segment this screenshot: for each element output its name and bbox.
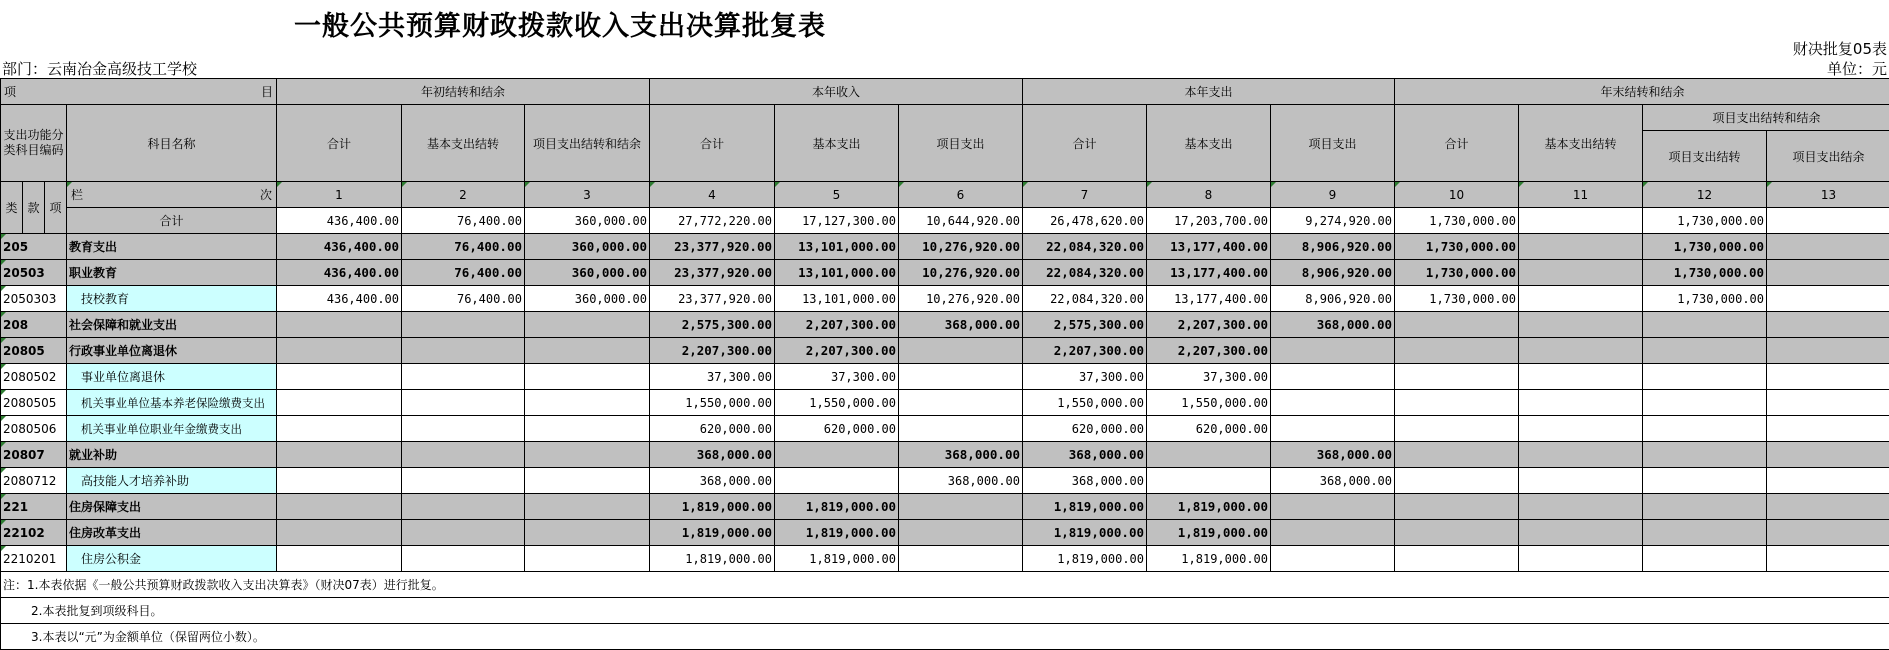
row-value: 37,300.00 (1147, 364, 1271, 390)
header-xiang-mu (1, 79, 277, 105)
row-value: 76,400.00 (402, 234, 525, 260)
row-name: 社会保障和就业支出 (67, 312, 277, 338)
row-value (402, 442, 525, 468)
col-num-4: 4 (650, 182, 775, 208)
header-col-8: 基本支出 (1147, 105, 1271, 182)
row-value: 2,207,300.00 (775, 312, 899, 338)
row-value: 1,819,000.00 (650, 494, 775, 520)
row-value: 436,400.00 (277, 286, 402, 312)
row-value: 360,000.00 (525, 286, 650, 312)
department-label: 部门：云南冶金高级技工学校 (2, 60, 198, 78)
table-row (1, 286, 1889, 312)
row-value: 2,207,300.00 (1147, 338, 1271, 364)
row-value (1519, 286, 1643, 312)
col-num-3: 3 (525, 182, 650, 208)
row-value (1519, 234, 1643, 260)
header-col-7: 合计 (1023, 105, 1147, 182)
row-name: 机关事业单位基本养老保险缴费支出 (67, 390, 277, 416)
row-value: 620,000.00 (1023, 416, 1147, 442)
row-value (525, 390, 650, 416)
table-row (1, 364, 1889, 390)
row-value (1767, 468, 1889, 494)
row-value (1519, 494, 1643, 520)
row-value (525, 416, 650, 442)
row-value (1643, 390, 1767, 416)
row-value (899, 364, 1023, 390)
row-value (402, 546, 525, 572)
row-value: 360,000.00 (525, 260, 650, 286)
row-value (1643, 494, 1767, 520)
row-value: 13,177,400.00 (1147, 234, 1271, 260)
row-value (1767, 546, 1889, 572)
total-value: 1,730,000.00 (1643, 208, 1767, 234)
row-value: 1,819,000.00 (650, 520, 775, 546)
row-code: 2050303 (1, 286, 67, 312)
row-value: 1,550,000.00 (1023, 390, 1147, 416)
row-value (1519, 520, 1643, 546)
header-col-3: 项目支出结转和结余 (525, 105, 650, 182)
row-code: 208 (1, 312, 67, 338)
row-value (525, 364, 650, 390)
row-value: 2,207,300.00 (650, 338, 775, 364)
row-value: 13,101,000.00 (775, 234, 899, 260)
total-value: 10,644,920.00 (899, 208, 1023, 234)
note-row (1, 572, 1889, 598)
row-value: 1,819,000.00 (1147, 494, 1271, 520)
row-value: 37,300.00 (650, 364, 775, 390)
note-row (1, 598, 1889, 624)
table-row (1, 520, 1889, 546)
row-value: 1,730,000.00 (1395, 260, 1519, 286)
row-name: 就业补助 (67, 442, 277, 468)
row-value: 1,730,000.00 (1643, 286, 1767, 312)
row-value: 1,819,000.00 (1147, 546, 1271, 572)
row-value: 1,730,000.00 (1395, 234, 1519, 260)
row-name: 住房改革支出 (67, 520, 277, 546)
row-value (1767, 520, 1889, 546)
row-value (1767, 260, 1889, 286)
row-value (1643, 520, 1767, 546)
row-value: 37,300.00 (1023, 364, 1147, 390)
row-value (1643, 312, 1767, 338)
row-value (525, 520, 650, 546)
row-code: 221 (1, 494, 67, 520)
row-value (1519, 390, 1643, 416)
row-value (1147, 442, 1271, 468)
row-value: 1,819,000.00 (775, 520, 899, 546)
header-col-6: 项目支出 (899, 105, 1023, 182)
row-value: 368,000.00 (1271, 312, 1395, 338)
note-row (1, 624, 1889, 650)
row-code: 20503 (1, 260, 67, 286)
row-value: 22,084,320.00 (1023, 286, 1147, 312)
row-value (402, 416, 525, 442)
row-value: 620,000.00 (775, 416, 899, 442)
row-value (899, 546, 1023, 572)
total-value: 17,203,700.00 (1147, 208, 1271, 234)
row-value (1643, 338, 1767, 364)
row-value (277, 390, 402, 416)
table-row (1, 468, 1889, 494)
row-value: 1,819,000.00 (775, 546, 899, 572)
table-row (1, 338, 1889, 364)
row-name: 住房公积金 (67, 546, 277, 572)
row-value (899, 520, 1023, 546)
row-value (1395, 390, 1519, 416)
row-value: 22,084,320.00 (1023, 260, 1147, 286)
row-value (525, 338, 650, 364)
row-code: 20807 (1, 442, 67, 468)
row-value: 23,377,920.00 (650, 260, 775, 286)
row-value (1271, 338, 1395, 364)
row-value (277, 338, 402, 364)
row-value (1519, 260, 1643, 286)
row-value: 10,276,920.00 (899, 286, 1023, 312)
row-value: 1,550,000.00 (1147, 390, 1271, 416)
row-value (899, 338, 1023, 364)
row-value (1271, 364, 1395, 390)
row-value: 1,730,000.00 (1643, 234, 1767, 260)
row-value: 436,400.00 (277, 260, 402, 286)
header-col-4: 合计 (650, 105, 775, 182)
row-value (525, 442, 650, 468)
row-value: 360,000.00 (525, 234, 650, 260)
header-col-9: 项目支出 (1271, 105, 1395, 182)
total-row (1, 208, 1889, 234)
row-code: 22102 (1, 520, 67, 546)
row-value (1519, 442, 1643, 468)
total-value: 360,000.00 (525, 208, 650, 234)
row-value: 1,819,000.00 (1023, 494, 1147, 520)
row-value (1147, 468, 1271, 494)
row-value (277, 546, 402, 572)
header-group-end: 年末结转和结余 (1395, 79, 1889, 105)
row-value (1767, 494, 1889, 520)
row-code: 2210201 (1, 546, 67, 572)
row-code: 2080506 (1, 416, 67, 442)
row-value (525, 312, 650, 338)
row-value (1643, 364, 1767, 390)
row-value: 13,177,400.00 (1147, 286, 1271, 312)
total-value: 9,274,920.00 (1271, 208, 1395, 234)
header-col-11: 基本支出结转 (1519, 105, 1643, 182)
header-row-nums (1, 182, 1889, 208)
header-group-income: 本年收入 (650, 79, 1023, 105)
row-value: 37,300.00 (775, 364, 899, 390)
row-value (525, 468, 650, 494)
header-xiang2: 项 (45, 182, 67, 234)
row-value: 1,730,000.00 (1395, 286, 1519, 312)
row-value (402, 520, 525, 546)
form-number: 财决批复05表 (1792, 40, 1887, 58)
row-value: 1,819,000.00 (1147, 520, 1271, 546)
row-value (525, 546, 650, 572)
header-col-5: 基本支出 (775, 105, 899, 182)
row-name: 教育支出 (67, 234, 277, 260)
row-code: 2080505 (1, 390, 67, 416)
row-name: 事业单位离退休 (67, 364, 277, 390)
row-value (1395, 520, 1519, 546)
table-row (1, 312, 1889, 338)
header-col-12: 项目支出结转 (1643, 131, 1767, 182)
row-value: 368,000.00 (1023, 468, 1147, 494)
row-value (1519, 546, 1643, 572)
row-value: 13,101,000.00 (775, 286, 899, 312)
row-value (1271, 546, 1395, 572)
row-value (277, 468, 402, 494)
row-value (1271, 390, 1395, 416)
row-value (899, 390, 1023, 416)
col-num-8: 8 (1147, 182, 1271, 208)
row-value (775, 468, 899, 494)
row-value (1395, 338, 1519, 364)
header-kuan: 款 (23, 182, 45, 234)
row-value (1271, 494, 1395, 520)
table-row (1, 494, 1889, 520)
row-value (1271, 520, 1395, 546)
row-value (899, 494, 1023, 520)
table-row (1, 546, 1889, 572)
row-value (1767, 234, 1889, 260)
row-value (402, 312, 525, 338)
row-value: 2,575,300.00 (650, 312, 775, 338)
row-value: 8,906,920.00 (1271, 286, 1395, 312)
row-value: 2,207,300.00 (1023, 338, 1147, 364)
header-name-label: 科目名称 (67, 105, 277, 182)
total-value: 26,478,620.00 (1023, 208, 1147, 234)
row-name: 高技能人才培养补助 (67, 468, 277, 494)
row-value: 8,906,920.00 (1271, 260, 1395, 286)
total-label: 合计 (67, 208, 277, 234)
note-text: 2.本表批复到项级科目。 (1, 598, 1889, 624)
header-row-1 (1, 79, 1889, 105)
total-value: 17,127,300.00 (775, 208, 899, 234)
row-value (1519, 416, 1643, 442)
row-name: 行政事业单位离退休 (67, 338, 277, 364)
row-value (1643, 442, 1767, 468)
row-value (402, 390, 525, 416)
row-value: 23,377,920.00 (650, 286, 775, 312)
row-value: 13,177,400.00 (1147, 260, 1271, 286)
row-value (1767, 390, 1889, 416)
row-value: 2,575,300.00 (1023, 312, 1147, 338)
col-num-10: 10 (1395, 182, 1519, 208)
row-code: 205 (1, 234, 67, 260)
row-value: 1,550,000.00 (775, 390, 899, 416)
col-num-13: 13 (1767, 182, 1889, 208)
row-value (1643, 416, 1767, 442)
header-group-begin: 年初结转和结余 (277, 79, 650, 105)
row-name: 机关事业单位职业年金缴费支出 (67, 416, 277, 442)
row-value (277, 416, 402, 442)
row-value (402, 338, 525, 364)
header-col-2: 基本支出结转 (402, 105, 525, 182)
row-value (402, 468, 525, 494)
unit-label: 单位：元 (1826, 60, 1887, 78)
header-group-expense: 本年支出 (1023, 79, 1395, 105)
note-text: 注：1.本表依据《一般公共预算财政拨款收入支出决算表》（财决07表）进行批复。 (1, 572, 1889, 598)
row-value: 368,000.00 (650, 442, 775, 468)
row-value (1767, 364, 1889, 390)
row-value: 2,207,300.00 (775, 338, 899, 364)
row-value: 76,400.00 (402, 260, 525, 286)
row-value (1395, 494, 1519, 520)
row-value: 368,000.00 (899, 312, 1023, 338)
header-mu: 目 (260, 85, 273, 99)
total-value (1767, 208, 1889, 234)
row-code: 20805 (1, 338, 67, 364)
row-value (775, 442, 899, 468)
col-num-7: 7 (1023, 182, 1147, 208)
row-value (1395, 312, 1519, 338)
col-num-12: 12 (1643, 182, 1767, 208)
row-value: 368,000.00 (899, 442, 1023, 468)
row-value: 368,000.00 (1271, 442, 1395, 468)
row-value: 368,000.00 (1023, 442, 1147, 468)
row-value (1395, 442, 1519, 468)
row-value (1767, 286, 1889, 312)
row-value: 368,000.00 (1271, 468, 1395, 494)
row-value: 76,400.00 (402, 286, 525, 312)
col-num-5: 5 (775, 182, 899, 208)
header-lei: 类 (1, 182, 23, 234)
row-value (277, 364, 402, 390)
col-num-1: 1 (277, 182, 402, 208)
col-num-9: 9 (1271, 182, 1395, 208)
row-value: 22,084,320.00 (1023, 234, 1147, 260)
total-value: 1,730,000.00 (1395, 208, 1519, 234)
row-value (1395, 468, 1519, 494)
page-title: 一般公共预算财政拨款收入支出决算批复表 (294, 11, 826, 42)
total-value (1519, 208, 1643, 234)
header-col-10: 合计 (1395, 105, 1519, 182)
row-value: 8,906,920.00 (1271, 234, 1395, 260)
col-num-6: 6 (899, 182, 1023, 208)
table-row (1, 416, 1889, 442)
budget-table (0, 78, 1889, 650)
row-value (277, 520, 402, 546)
row-value (277, 494, 402, 520)
table-row (1, 390, 1889, 416)
row-value (1519, 468, 1643, 494)
row-value: 10,276,920.00 (899, 260, 1023, 286)
header-xiang: 项 (4, 85, 17, 99)
header-lan: 栏 (71, 188, 84, 202)
row-value (1767, 416, 1889, 442)
table-row (1, 442, 1889, 468)
row-value (1767, 338, 1889, 364)
total-value: 27,772,220.00 (650, 208, 775, 234)
header-code-label: 支出功能分类科目编码 (1, 105, 67, 182)
row-value: 436,400.00 (277, 234, 402, 260)
row-value (277, 442, 402, 468)
row-value (402, 494, 525, 520)
row-name: 职业教育 (67, 260, 277, 286)
table-row (1, 260, 1889, 286)
row-value: 1,819,000.00 (1023, 520, 1147, 546)
row-value (1643, 546, 1767, 572)
header-col-1: 合计 (277, 105, 402, 182)
row-value (1395, 416, 1519, 442)
row-value: 620,000.00 (650, 416, 775, 442)
row-value: 1,550,000.00 (650, 390, 775, 416)
row-value: 1,819,000.00 (650, 546, 775, 572)
row-value: 1,730,000.00 (1643, 260, 1767, 286)
row-value (1767, 442, 1889, 468)
row-value: 1,819,000.00 (775, 494, 899, 520)
row-value (277, 312, 402, 338)
row-value (525, 494, 650, 520)
total-value: 76,400.00 (402, 208, 525, 234)
row-value: 23,377,920.00 (650, 234, 775, 260)
row-code: 2080502 (1, 364, 67, 390)
row-code: 2080712 (1, 468, 67, 494)
row-value: 1,819,000.00 (1023, 546, 1147, 572)
row-value (1395, 546, 1519, 572)
row-value (1519, 338, 1643, 364)
row-value (1643, 468, 1767, 494)
header-lan-ci (67, 182, 277, 208)
row-value (1767, 312, 1889, 338)
row-value: 620,000.00 (1147, 416, 1271, 442)
row-value (899, 416, 1023, 442)
col-num-11: 11 (1519, 182, 1643, 208)
total-value: 436,400.00 (277, 208, 402, 234)
row-value (1519, 364, 1643, 390)
row-value (1395, 364, 1519, 390)
table-row (1, 234, 1889, 260)
row-name: 技校教育 (67, 286, 277, 312)
header-col-13: 项目支出结余 (1767, 131, 1889, 182)
col-num-2: 2 (402, 182, 525, 208)
header-project-sub: 项目支出结转和结余 (1643, 105, 1889, 131)
row-name: 住房保障支出 (67, 494, 277, 520)
row-value: 368,000.00 (650, 468, 775, 494)
header-row-2 (1, 105, 1889, 131)
row-value: 13,101,000.00 (775, 260, 899, 286)
row-value (402, 364, 525, 390)
row-value: 2,207,300.00 (1147, 312, 1271, 338)
row-value: 368,000.00 (899, 468, 1023, 494)
row-value (1519, 312, 1643, 338)
header-ci: 次 (259, 188, 272, 202)
note-text: 3.本表以“元”为金额单位（保留两位小数）。 (1, 624, 1889, 650)
row-value: 10,276,920.00 (899, 234, 1023, 260)
row-value (1271, 416, 1395, 442)
